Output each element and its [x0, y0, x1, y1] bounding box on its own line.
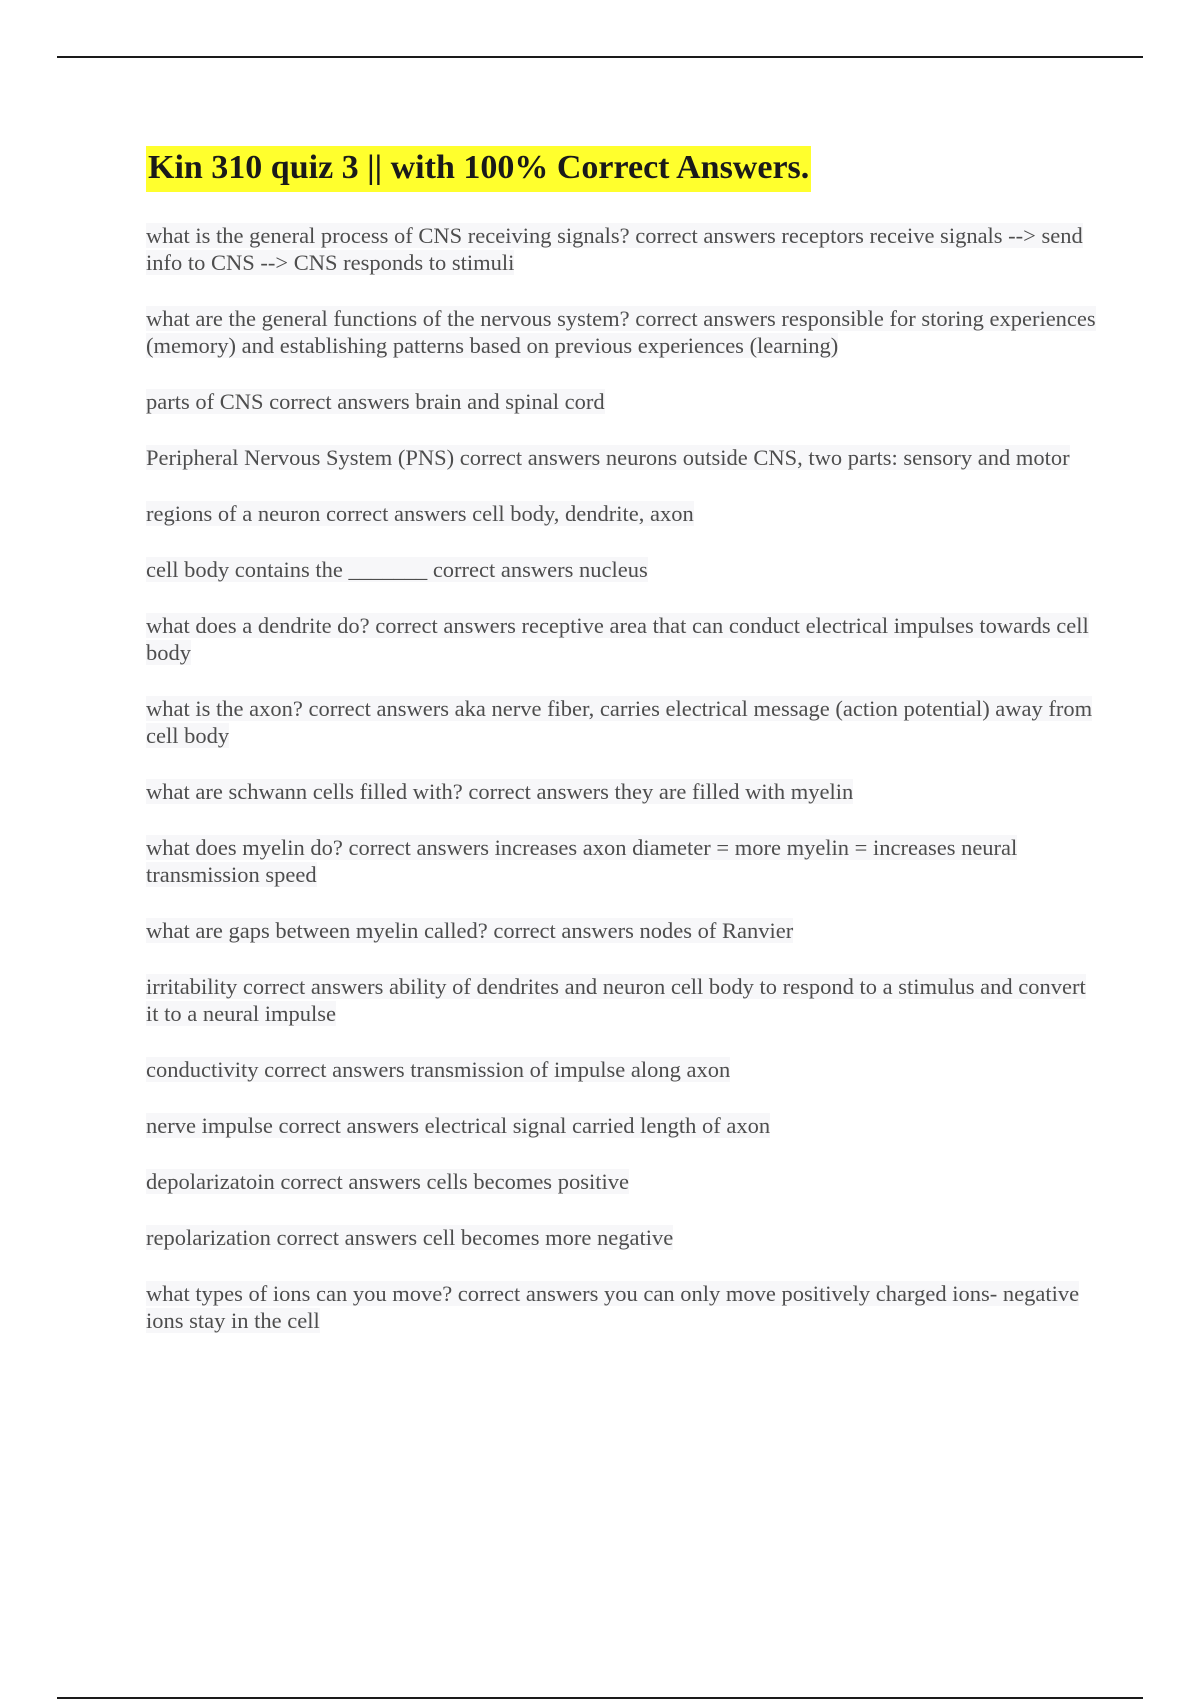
qa-text: Peripheral Nervous System (PNS) correct answers neurons outside CNS, two parts: sensory and motor [146, 445, 1070, 470]
qa-text: repolarization correct answers cell becomes more negative [146, 1225, 674, 1250]
document-body [146, 146, 1096, 1363]
document-title: Kin 310 quiz 3 || with 100% Correct Answers. [146, 146, 811, 192]
qa-item-1 [146, 222, 1096, 276]
qa-item-16 [146, 1224, 1096, 1251]
qa-item-6 [146, 556, 1096, 583]
qa-text: conductivity correct answers transmission of impulse along axon [146, 1057, 731, 1082]
qa-item-11 [146, 917, 1096, 944]
qa-item-7 [146, 612, 1096, 666]
qa-list [146, 222, 1096, 1334]
qa-text: what are schwann cells filled with? correct answers they are filled with myelin [146, 779, 854, 804]
qa-item-10 [146, 834, 1096, 888]
qa-text: regions of a neuron correct answers cell body, dendrite, axon [146, 501, 694, 526]
qa-text: what does myelin do? correct answers increases axon diameter = more myelin = increases neural transmission speed [146, 835, 1018, 887]
qa-item-17 [146, 1280, 1096, 1334]
qa-text: parts of CNS correct answers brain and spinal cord [146, 389, 605, 414]
qa-text: depolarizatoin correct answers cells becomes positive [146, 1169, 629, 1194]
qa-text: what types of ions can you move? correct answers you can only move positively charged ions- negative ions stay in the cell [146, 1281, 1080, 1333]
qa-text: what does a dendrite do? correct answers receptive area that can conduct electrical impulses towards cell body [146, 613, 1089, 665]
qa-text: irritability correct answers ability of dendrites and neuron cell body to respond to a stimulus and convert it to a neural impulse [146, 974, 1086, 1026]
qa-text: what are gaps between myelin called? correct answers nodes of Ranvier [146, 918, 794, 943]
qa-item-15 [146, 1168, 1096, 1195]
top-rule [57, 56, 1143, 58]
qa-item-5 [146, 500, 1096, 527]
qa-item-4 [146, 444, 1096, 471]
qa-text: nerve impulse correct answers electrical signal carried length of axon [146, 1113, 771, 1138]
qa-item-8 [146, 695, 1096, 749]
qa-text: what is the axon? correct answers aka nerve fiber, carries electrical message (action potential) away from cell body [146, 696, 1093, 748]
qa-text: cell body contains the _______ correct answers nucleus [146, 557, 648, 582]
qa-item-12 [146, 973, 1096, 1027]
qa-text: what are the general functions of the nervous system? correct answers responsible for storing experiences (memory) and establishing patterns based on previous experiences (learning) [146, 306, 1096, 358]
qa-item-3 [146, 388, 1096, 415]
qa-item-9 [146, 778, 1096, 805]
qa-text: what is the general process of CNS receiving signals? correct answers receptors receive signals --> send info to CNS --> CNS responds to stimuli [146, 223, 1083, 275]
qa-item-14 [146, 1112, 1096, 1139]
bottom-rule [57, 1697, 1143, 1699]
qa-item-13 [146, 1056, 1096, 1083]
qa-item-2 [146, 305, 1096, 359]
